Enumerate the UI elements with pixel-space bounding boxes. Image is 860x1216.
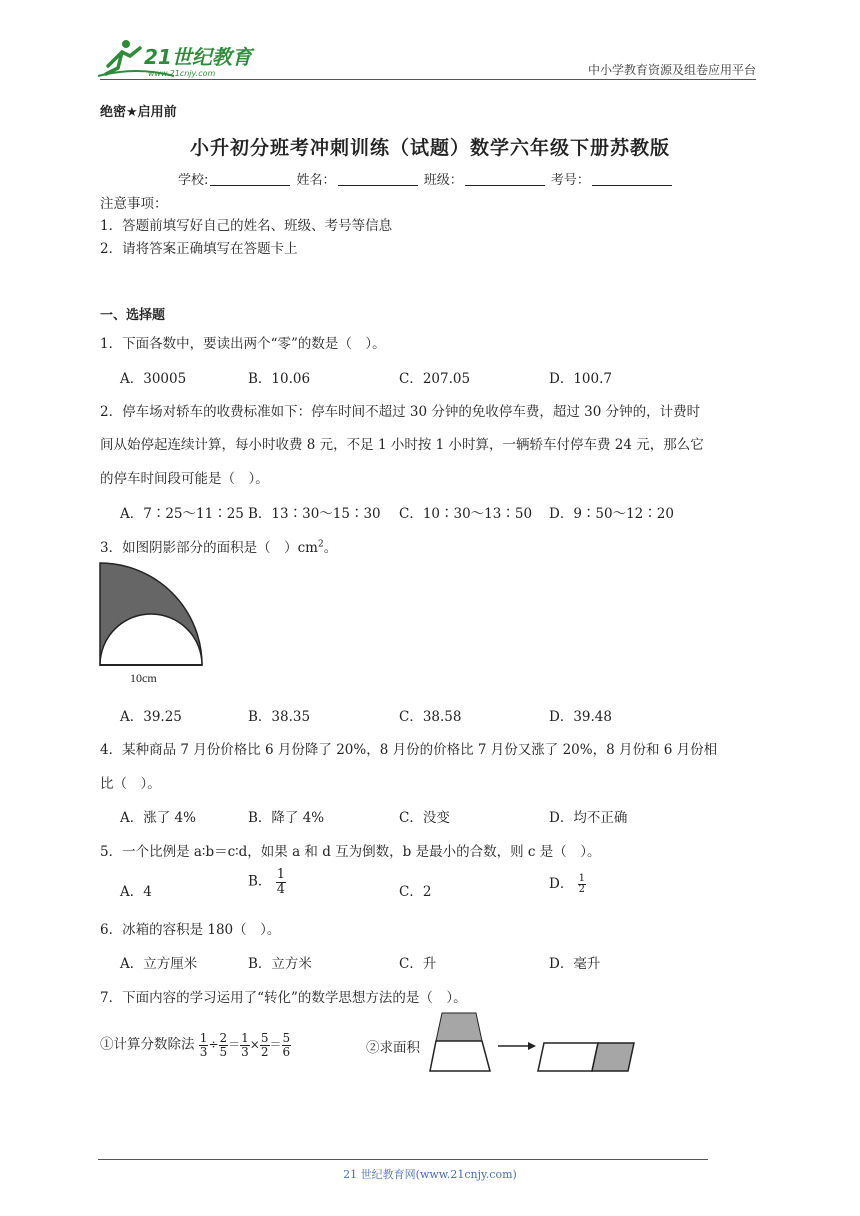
section-title: 一、选择题 <box>100 308 166 323</box>
q5-option-b-label: B． <box>248 873 272 890</box>
q4-option-c[interactable]: C．没变 <box>399 810 450 826</box>
q5-option-d[interactable] <box>549 872 586 896</box>
q5-option-c[interactable]: C．2 <box>399 884 432 900</box>
student-info <box>178 169 674 188</box>
q3-option-b[interactable]: B．38.35 <box>248 709 311 725</box>
expr-eq: ＝ <box>269 1037 282 1052</box>
q5-option-d-fraction <box>578 874 586 896</box>
notes-title: 注意事项： <box>100 196 168 212</box>
q2-line-2: 间从始停起连续计算，每小时收费 8 元，不足 1 小时按 1 小时算，一辆轿车付停车费 24 元，那么它 <box>100 437 704 453</box>
frac-num: 1 <box>578 872 585 884</box>
q1-option-b[interactable]: B．10.06 <box>248 371 311 387</box>
q3-option-d[interactable]: D．39.48 <box>549 709 612 725</box>
q3-text-end: 。 <box>323 540 338 556</box>
page-title: 小升初分班考冲刺训练（试题）数学六年级下册苏教版 <box>189 137 670 159</box>
q6-option-a[interactable]: A．立方厘米 <box>120 956 198 972</box>
platform-name: 中小学教育资源及组卷应用平台 <box>587 63 756 77</box>
expr-op: ÷ <box>208 1037 219 1052</box>
school-label: 学校: <box>178 173 209 188</box>
q5-option-b-fraction <box>276 868 286 896</box>
q3-option-c[interactable]: C．38.58 <box>399 709 462 725</box>
frac-num: 1 <box>199 1031 208 1045</box>
q4-option-a[interactable]: A．涨了 4% <box>120 810 196 826</box>
class-label: 班级： <box>423 173 463 188</box>
frac-num: 5 <box>260 1031 269 1045</box>
q5-option-a[interactable]: A．4 <box>120 884 152 900</box>
q5-option-d-label: D． <box>549 876 574 892</box>
frac-num: 1 <box>276 867 285 882</box>
q2-option-b[interactable]: B．13∶30～15∶30 <box>248 506 381 522</box>
q2-option-a[interactable]: A．7∶25～11∶25 <box>120 506 244 522</box>
note-1: 1．答题前填写好自己的姓名、班级、考号等信息 <box>100 218 393 234</box>
q4-line-2: 比（ ）。 <box>100 776 161 792</box>
q3-text-main: 3．如图阴影部分的面积是（ ）cm <box>100 540 318 556</box>
q6-option-d[interactable]: D．毫升 <box>549 956 601 972</box>
q3-text <box>100 536 337 556</box>
q7-text: 7．下面内容的学习运用了“转化”的数学思想方法的是（ ）。 <box>100 990 467 1006</box>
q2-option-c[interactable]: C．10∶30～13∶50 <box>399 506 533 522</box>
q4-option-b[interactable]: B．降了 4% <box>248 810 325 826</box>
q1-option-d[interactable]: D．100.7 <box>549 371 612 387</box>
q7-item2-label: ②求面积 <box>366 1040 420 1056</box>
logo-runner-icon <box>96 36 256 80</box>
frac-den: 2 <box>578 884 585 895</box>
header-divider <box>100 79 756 80</box>
frac-den: 6 <box>282 1044 291 1059</box>
expr-eq: ＝ <box>228 1037 241 1052</box>
q3-figure <box>98 560 210 690</box>
expr-frac-3 <box>240 1032 250 1058</box>
frac-den: 3 <box>241 1044 249 1059</box>
expr-frac-4 <box>260 1032 270 1058</box>
q3-figure-label: 10cm <box>130 671 157 685</box>
frac-den: 5 <box>219 1044 228 1059</box>
exam-no-blank[interactable] <box>592 173 672 186</box>
q3-option-a[interactable]: A．39.25 <box>120 709 182 725</box>
q2-line-3: 的停车时间段可能是（ ）。 <box>100 471 269 487</box>
q4-line-1: 4．某种商品 7 月份价格比 6 月份降了 20%，8 月份的价格比 7 月份又涨了 20%，8 月份和 6 月份相 <box>100 742 718 758</box>
footer-link[interactable]: 21 世纪教育网(www.21cnjy.com) <box>343 1168 517 1181</box>
name-label: 姓名： <box>296 173 336 188</box>
school-blank[interactable] <box>210 173 290 186</box>
trapezoid-transform-figure <box>428 1012 640 1074</box>
q6-option-b[interactable]: B．立方米 <box>248 956 312 972</box>
expr-frac-5 <box>282 1032 292 1058</box>
secret-label: 绝密★启用前 <box>100 105 177 120</box>
logo-url: www.21cnjy.com <box>148 69 216 78</box>
frac-num: 5 <box>282 1031 291 1045</box>
q1-text: 1．下面各数中，要读出两个“零”的数是（ ）。 <box>100 336 386 352</box>
q7-item1 <box>100 1032 291 1058</box>
logo-text: 21世纪教育 <box>144 45 252 69</box>
frac-num: 2 <box>219 1031 228 1045</box>
frac-den: 2 <box>260 1044 269 1059</box>
footer-divider <box>98 1159 708 1160</box>
q1-option-c[interactable]: C．207.05 <box>399 371 471 387</box>
q7-item1-label: ①计算分数除法 <box>100 1036 195 1053</box>
note-2: 2．请将答案正确填写在答题卡上 <box>100 241 298 257</box>
q3-sup: 2 <box>317 539 324 550</box>
q7-figure <box>428 1012 640 1074</box>
expr-op: × <box>249 1037 260 1052</box>
q2-line-1: 2．停车场对轿车的收费标准如下：停车时间不超过 30 分钟的免收停车费，超过 30 分钟的，计费时 <box>100 404 701 420</box>
frac-num: 1 <box>241 1031 249 1045</box>
q2-option-d[interactable]: D．9∶50～12∶20 <box>549 506 674 522</box>
expr-frac-2 <box>219 1032 229 1058</box>
q6-text: 6．冰箱的容积是 180（ ）。 <box>100 922 281 938</box>
logo <box>96 36 256 80</box>
class-blank[interactable] <box>465 173 545 186</box>
exam-no-label: 考号： <box>550 173 590 188</box>
q6-option-c[interactable]: C．升 <box>399 956 437 972</box>
quarter-circle-figure <box>98 560 210 690</box>
frac-den: 4 <box>276 881 285 897</box>
q5-option-b[interactable] <box>248 868 286 896</box>
q1-option-a[interactable]: A．30005 <box>120 371 187 387</box>
q4-option-d[interactable]: D．均不正确 <box>549 810 628 826</box>
name-blank[interactable] <box>338 173 418 186</box>
frac-den: 3 <box>199 1044 208 1059</box>
q5-text: 5．一个比例是 a∶b＝c∶d，如果 a 和 d 互为倒数，b 是最小的合数，则 c 是（ ）。 <box>100 844 601 860</box>
expr-frac-1 <box>199 1032 209 1058</box>
